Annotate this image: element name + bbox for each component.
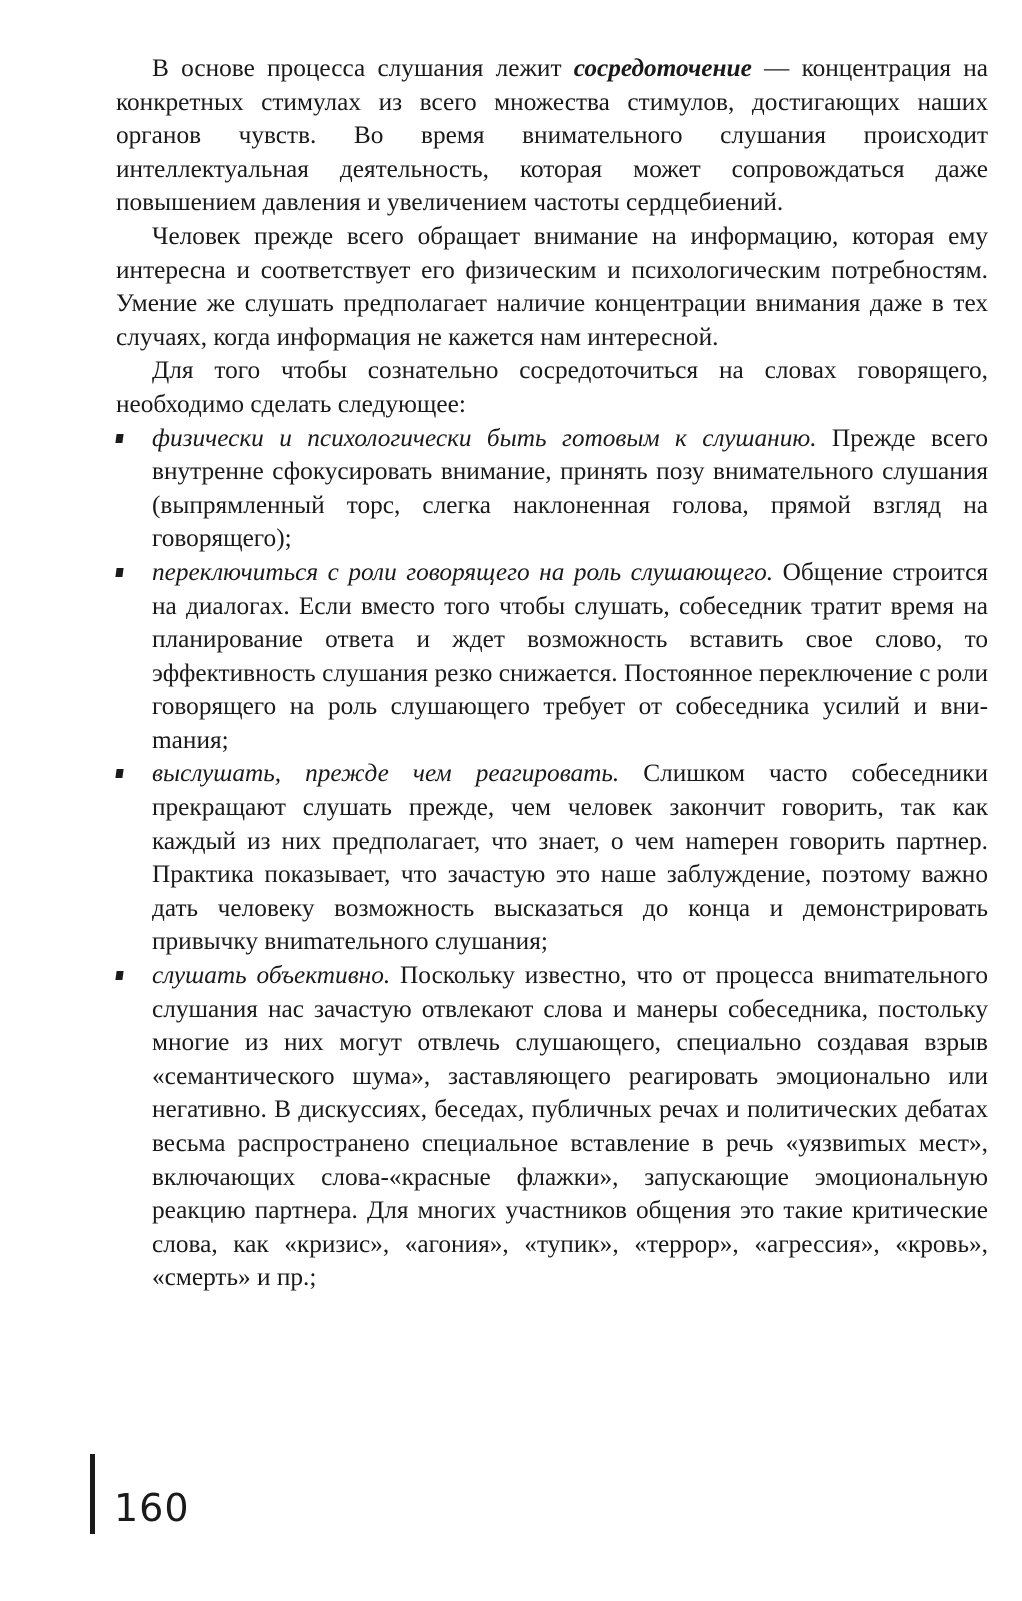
paragraph-1 bbox=[116, 52, 988, 220]
bullet-icon bbox=[115, 434, 123, 443]
recommendation-list bbox=[116, 422, 988, 1295]
bullet-icon bbox=[115, 971, 123, 980]
list-item-lead: слушать объективно. bbox=[152, 961, 391, 990]
key-term-concentration: сосредоточение bbox=[573, 54, 752, 82]
bullet-icon bbox=[115, 769, 123, 778]
paragraph-3: Для того чтобы сознательно сосредоточиться на словах говорящего, необходимо сделать следующее: bbox=[116, 356, 988, 418]
paragraph-1-before: В основе процесса слушания лежит bbox=[152, 54, 574, 82]
page-number-rule bbox=[90, 1454, 95, 1534]
paragraph-1-after: — концентрация на конкретных стимулах из всего множества стимулов, достигающих наших органов чувств. Во время внимательного слушания происходит интеллектуальная деятельность, которая может сопровождаться даже повышением давления и увеличением частоты сердцебиений. bbox=[116, 54, 988, 217]
bullet-icon bbox=[115, 568, 123, 577]
list-item bbox=[116, 757, 988, 959]
list-item-text: Поскольку известно, что от процесса вниmательного слушания нас зачастую отвлекают слова и манеры собеседника, постольку многие из них могут отвлечь слушающего, специально создавая взрыв «семантического шума», заставляющего реагировать эмоционально или негативно. В дискуссиях, беседах, публичных речах и политических дебатах весьма распространено специальное вставление в речь «уязвиmых мест», включающих слова-«красные флажки», запускающие эмоциональную реакцию партнера. Для многих участников общения это такие критические слова, как «кризис», «агония», «тупик», «террор», «агрессия», «кровь», «смерть» и пр.; bbox=[152, 961, 988, 1292]
list-item-text: Прежде всего внутренне сфокусировать внимание, принять позу внимательного слушания (выпрямленный торс, слегка наклоненная голова, прямой взгляд на говорящего); bbox=[152, 423, 988, 553]
paragraph-2: Человек прежде всего обращает внимание на информацию, которая ему интересна и соответствует его физическим и психологическим потребностям. Умение же слушать предполагает наличие концентрации внимания даже в тех случаях, когда информация не кажется нам интересной. bbox=[116, 221, 988, 351]
list-item bbox=[116, 422, 988, 556]
list-item-text: Общение строится на диалогах. Если вместо того чтобы слушать, собеседник тратит время на планирование ответа и ждет возможность вставить свое слово, то эффективность слушания резко снижается. Постоянное переключение с роли говорящего на роль слушающего требует от собеседника усилий и вниmания; bbox=[152, 557, 988, 754]
list-item-text: Слишком часто собеседники прекращают слушать прежде, чем человек закончит говорить, так как каждый из них предполагает, что знает, о чем наmерен говорить партнер. Практика показывает, что зачастую это наше заблуждение, поэтому важно дать человеку возможность высказаться до конца и демонстрировать привычку вниmательного слушания; bbox=[152, 759, 988, 956]
list-item bbox=[116, 959, 988, 1295]
list-item-lead: физически и психологически быть готовым к слушанию. bbox=[152, 423, 817, 452]
list-item bbox=[116, 556, 988, 758]
page-number: 160 bbox=[114, 1486, 190, 1530]
list-item-lead: переключиться с роли говорящего на роль слушающего. bbox=[152, 557, 774, 586]
page-body bbox=[116, 52, 988, 1295]
list-item-lead: выслушать, прежде чем реагировать. bbox=[152, 759, 620, 788]
